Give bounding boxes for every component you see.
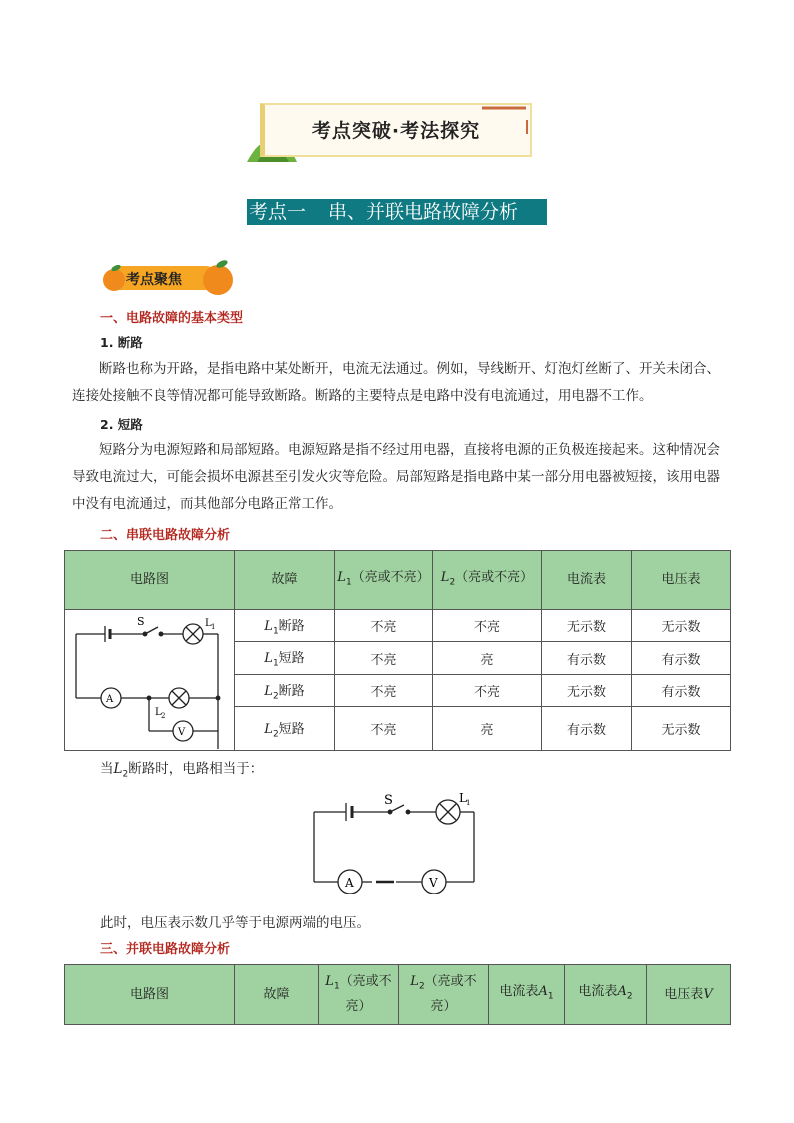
header-ammeter: 电流表 bbox=[542, 551, 632, 610]
voltmeter-label: V bbox=[429, 876, 438, 890]
subheading-short-circuit: 2. 短路 bbox=[100, 417, 143, 432]
l1-cell: 不亮 bbox=[335, 675, 433, 707]
l2-cell: 亮 bbox=[433, 642, 542, 675]
conclusion-text: 此时，电压表示数几乎等于电源两端的电压。 bbox=[100, 915, 370, 931]
header-l2: $L_2$（亮或不亮） bbox=[433, 551, 542, 610]
paragraph-short-circuit: 短路分为电源短路和局部短路。电源短路是指不经过用电器，直接将电源的正负极连接起来。这种情况会导致电流过大，可能会损坏电源甚至引发火灾等危险。局部短路是指电路中某一部分用电器被短接，该用电器中没有电流通过，而其他部分电路正常工作。 bbox=[72, 442, 720, 512]
ammeter-cell: 无示数 bbox=[542, 675, 632, 707]
l2-cell: 亮 bbox=[433, 707, 542, 751]
voltmeter-cell: 无示数 bbox=[632, 610, 731, 642]
voltmeter-label: V bbox=[178, 727, 186, 738]
header-l1: $L_1$（亮或不亮） bbox=[335, 551, 433, 610]
fault-cell: $L_1$短路 bbox=[235, 642, 335, 675]
when-l2-open-text: 当$L_2$断路时，电路相当于： bbox=[100, 761, 264, 780]
lamp1-label: L bbox=[459, 791, 467, 805]
switch-label: S bbox=[137, 615, 145, 628]
lamp1-sub: 1 bbox=[211, 623, 216, 631]
banner bbox=[251, 100, 541, 162]
header-voltmeter: 电压表V bbox=[647, 965, 731, 1025]
l2-cell: 不亮 bbox=[433, 675, 542, 707]
banner-title: 考点突破·考法探究 bbox=[311, 120, 481, 142]
ammeter-cell: 有示数 bbox=[542, 642, 632, 675]
focus-label: 考点聚焦 bbox=[126, 272, 182, 288]
heading-series-fault: 二、串联电路故障分析 bbox=[100, 528, 231, 543]
header-voltmeter: 电压表 bbox=[632, 551, 731, 610]
lamp2-label: L bbox=[155, 707, 162, 718]
l2-cell: 不亮 bbox=[433, 610, 542, 642]
table-row bbox=[65, 610, 731, 642]
ammeter-cell: 无示数 bbox=[542, 610, 632, 642]
header-diagram: 电路图 bbox=[65, 965, 235, 1025]
section-title bbox=[247, 199, 547, 225]
fault-cell: $L_1$断路 bbox=[235, 610, 335, 642]
voltmeter-cell: 有示数 bbox=[632, 642, 731, 675]
heading-parallel-fault: 三、并联电路故障分析 bbox=[100, 942, 231, 957]
focus-badge bbox=[100, 256, 240, 298]
section-title-text: 串、并联电路故障分析 bbox=[328, 201, 519, 223]
parallel-fault-table bbox=[64, 964, 731, 1025]
section-number: 考点一 bbox=[249, 201, 307, 223]
heading-basic-types: 一、电路故障的基本类型 bbox=[100, 311, 244, 326]
equivalent-circuit-diagram bbox=[304, 788, 484, 894]
series-circuit-diagram bbox=[65, 611, 233, 749]
header-l2: $L_2$（亮或不亮） bbox=[399, 965, 489, 1025]
voltmeter-cell: 无示数 bbox=[632, 707, 731, 751]
header-ammeter-a1: 电流表$A_1$ bbox=[489, 965, 565, 1025]
l1-cell: 不亮 bbox=[335, 642, 433, 675]
lamp1-sub: 1 bbox=[466, 799, 471, 807]
l1-cell: 不亮 bbox=[335, 610, 433, 642]
header-ammeter-a2: 电流表$A_2$ bbox=[565, 965, 647, 1025]
ammeter-label: A bbox=[345, 876, 354, 890]
voltmeter-cell: 有示数 bbox=[632, 675, 731, 707]
fault-cell: $L_2$短路 bbox=[235, 707, 335, 751]
lamp1-label: L bbox=[205, 618, 212, 629]
ammeter-cell: 有示数 bbox=[542, 707, 632, 751]
fault-cell: $L_2$断路 bbox=[235, 675, 335, 707]
header-fault: 故障 bbox=[235, 965, 319, 1025]
header-fault: 故障 bbox=[235, 551, 335, 610]
paragraph-open-circuit: 断路也称为开路，是指电路中某处断开，电流无法通过。例如，导线断开、灯泡灯丝断了、开关未闭合、连接处接触不良等情况都可能导致断路。断路的主要特点是电路中没有电流通过，用电器不工作。 bbox=[72, 361, 720, 404]
table-header-row bbox=[65, 551, 731, 610]
switch-label: S bbox=[384, 793, 393, 808]
header-l1: $L_1$（亮或不亮） bbox=[319, 965, 399, 1025]
series-circuit-cell bbox=[65, 610, 235, 751]
subheading-open-circuit: 1. 断路 bbox=[100, 335, 143, 350]
l1-cell: 不亮 bbox=[335, 707, 433, 751]
header-diagram: 电路图 bbox=[65, 551, 235, 610]
ammeter-label: A bbox=[106, 694, 114, 705]
series-fault-table bbox=[64, 550, 731, 751]
orange-icon bbox=[200, 256, 240, 300]
lamp2-sub: 2 bbox=[161, 712, 166, 720]
table-header-row bbox=[65, 965, 731, 1025]
